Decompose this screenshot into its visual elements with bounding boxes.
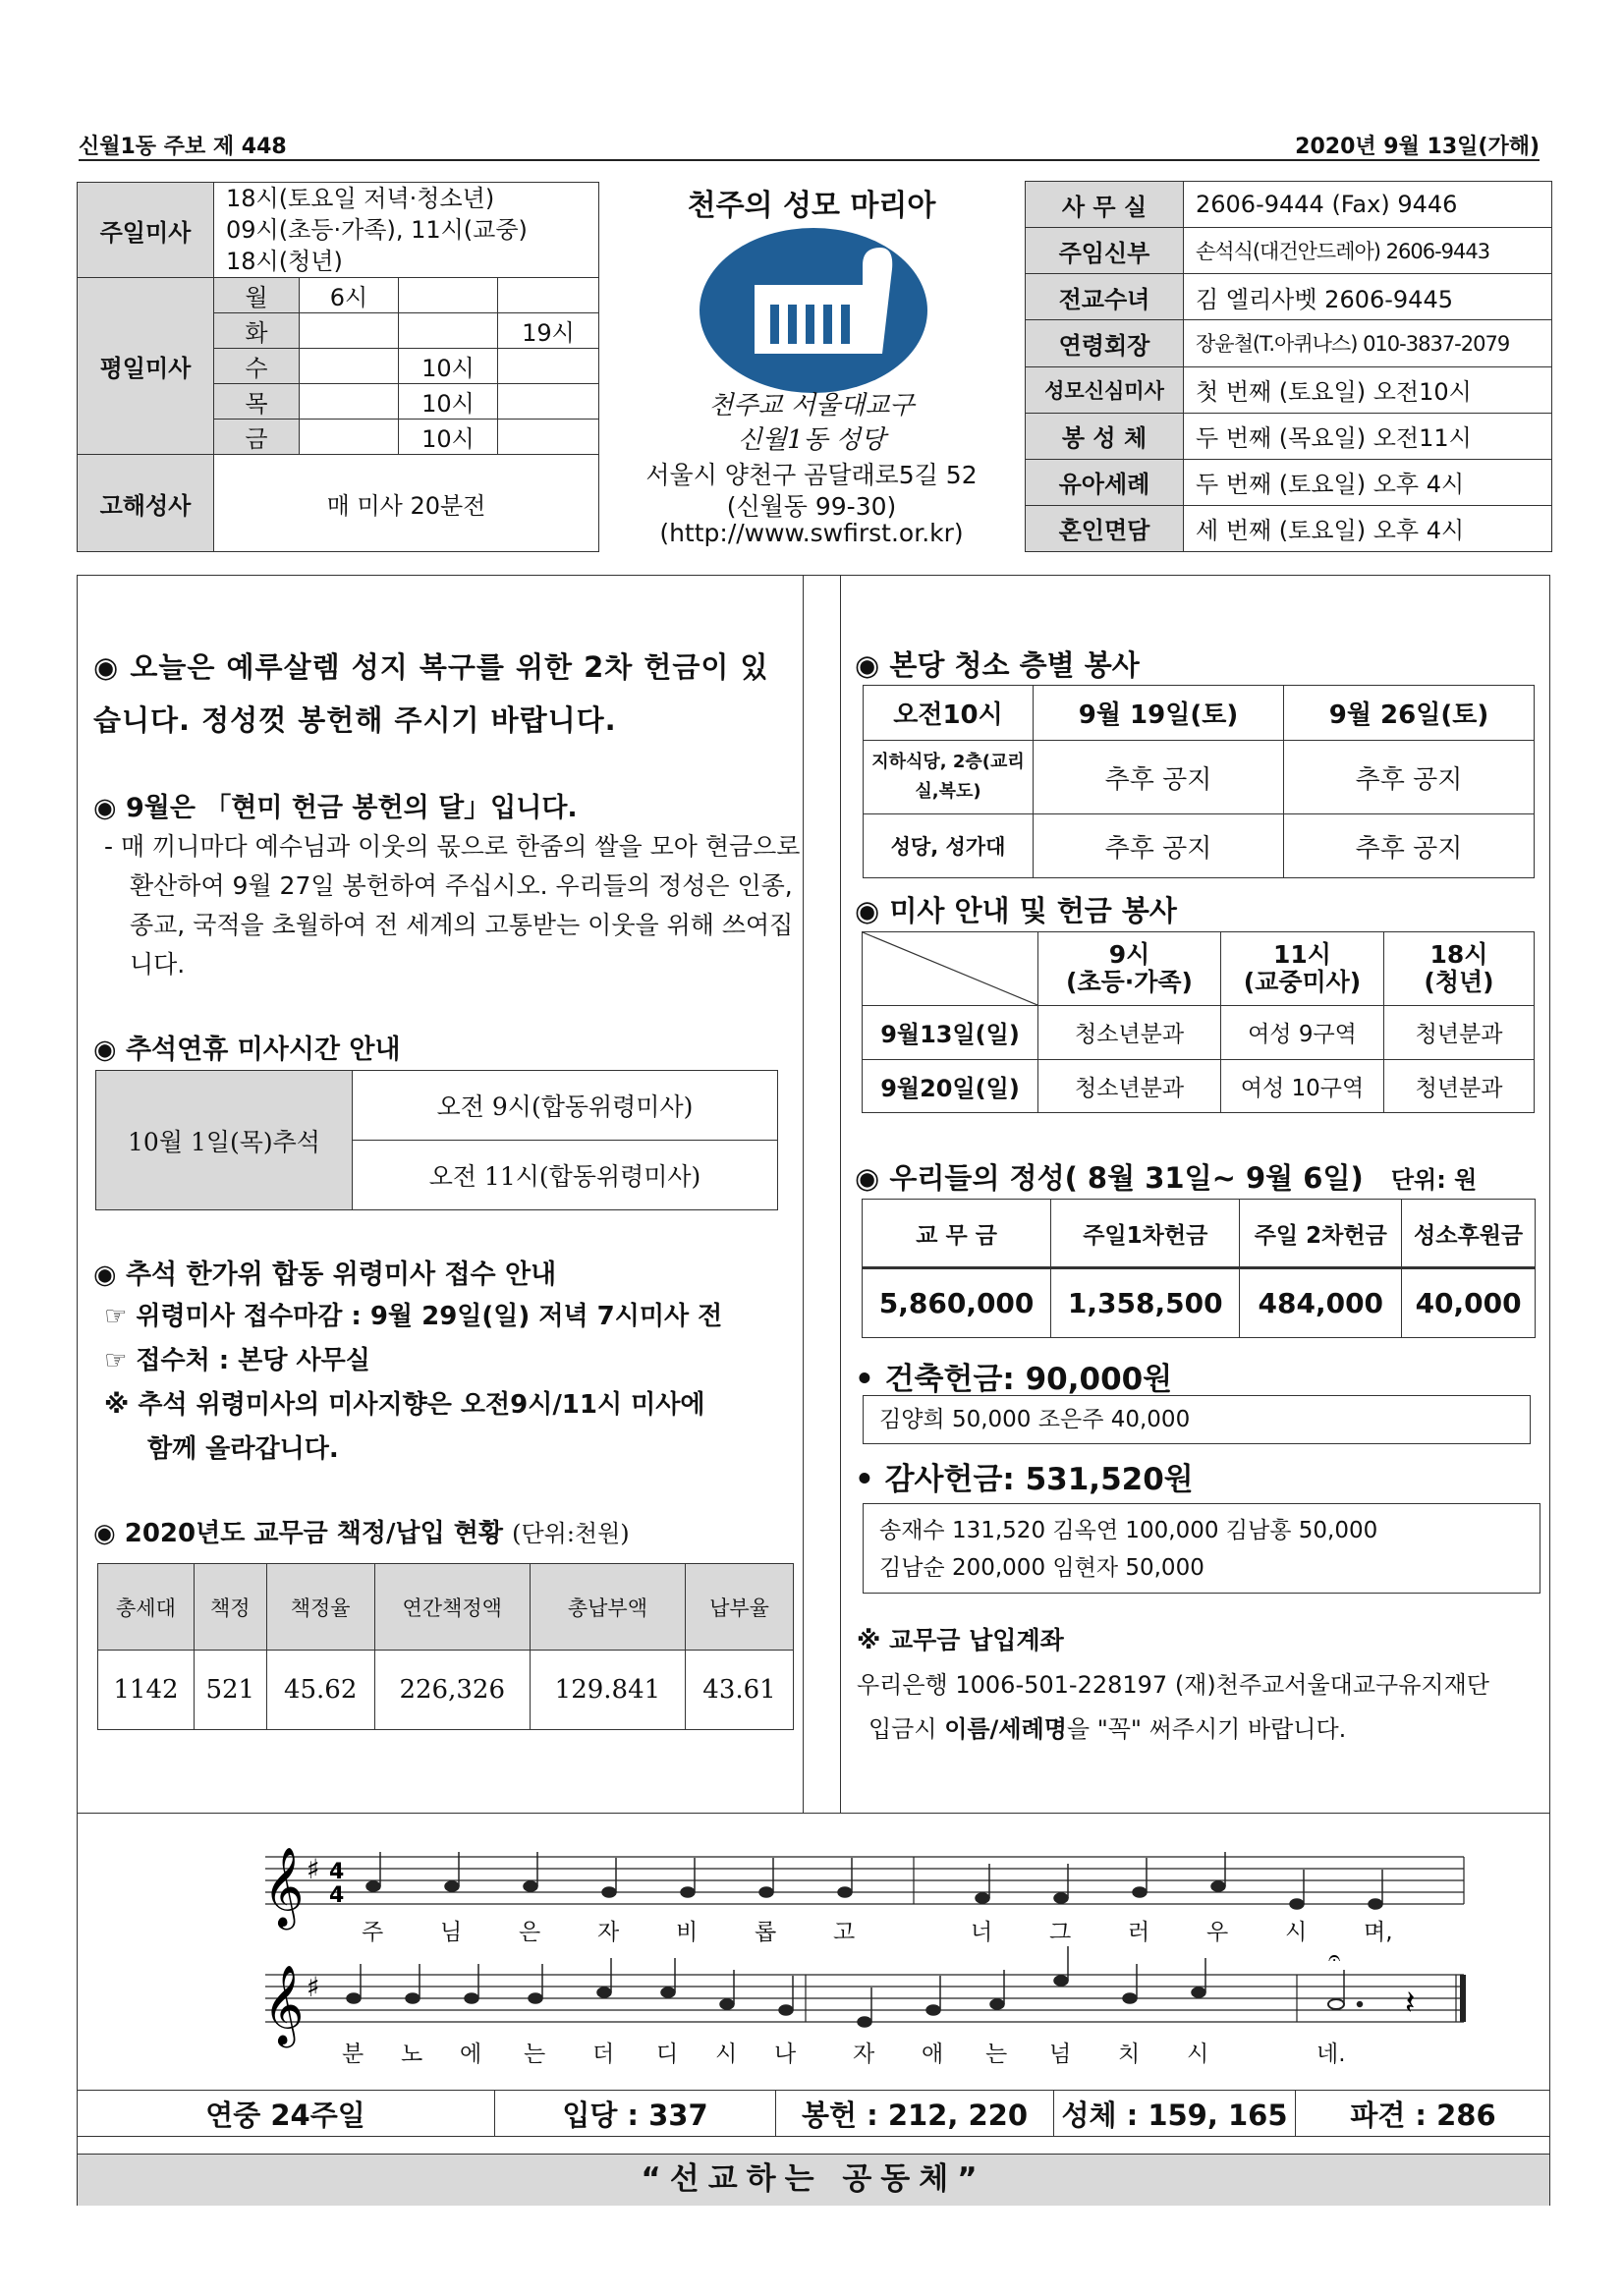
mass-schedule-table: 주일미사 18시(토요일 저녁·청소년) 09시(초등·가족), 11시(교중) 18시(청년) 평일미사 월 6시 화 19시 수 10시 목 10시 금 10시 고해성사 매 미사 20분전 [77,182,599,552]
sunday-mass-label: 주일미사 [78,183,214,278]
contact-table: 사 무 실 2606-9444 (Fax) 9446 주임신부 손석식(대건안드레아) 2606-9443 전교수녀 김 엘리사벳 2606-9445 연령회장 장윤철(T.아퀴나스) 010-3837-2079 성모신심미사 첫 번째 (토요일) 오전10시 봉 성 체 두 번째 (목요일) 오전11시 유아세례 두 번째 (토요일) 오후 4시 혼인면담 세 번째 (토요일) 오후 4시 [1025,181,1552,552]
svg-text:4: 4 [329,1883,345,1908]
staff-lines-1 [265,1857,1464,1904]
cleaning-service-title: ◉ 본당 청소 층별 봉사 [855,648,1140,682]
final-barline [1460,1975,1466,2022]
account-title: ※ 교무금 납입계좌 [857,1626,1064,1654]
time-signature: 4 [329,1860,345,1884]
column-divider-right [840,575,841,1813]
bulletin-number: 신월1동 주보 제 448 [79,135,287,159]
music-divider [77,1813,1550,1814]
header-divider [79,159,1540,161]
staff-lines-2 [265,1975,1464,2022]
hymn-numbers-table [77,2090,1550,2137]
fermata-icon: 𝄐 [1328,1946,1341,1971]
column-divider-left [803,575,804,1813]
hymn-offertory: 봉헌 : 212, 220 [776,2091,1054,2137]
weekday-mass-label: 평일미사 [78,278,214,455]
parish-website[interactable]: (http://www.swfirst.or.kr) [659,519,964,547]
parish-address: 서울시 양천구 곰달래로5길 52 [645,461,978,489]
dues-status-table: 총세대 책정 책정율 연간책정액 총납부액 납부율 1142 521 45.62 226,326 129.841 43.61 [97,1563,794,1730]
memorial-mass-details: ☞ 위령미사 접수마감 : 9월 29일(일) 저녁 7시미사 전 ☞ 접수처 : 본당 사무실 ※ 추석 위령미사의 미사지향은 오전9시/11시 미사에 함께 올라갑니다. [104,1302,723,1464]
hymn-dismissal: 파견 : 286 [1296,2091,1551,2137]
building-fund-donors: 김양희 50,000 조은주 40,000 [863,1395,1531,1444]
treble-clef-icon: 𝄞 [263,1964,305,2044]
hymn-entrance: 입당 : 337 [495,2091,776,2137]
mass-guide-table: 9시 (초등·가족) 11시 (교중미사) 18시 (청년) 9월13일(일) 청소년분과 여성 9구역 청년분과 9월20일(일) 청소년분과 여성 10구역 청년분과 [862,931,1535,1113]
diagonal-header-cell [863,932,1038,1006]
offering-table: 교 무 금 주일1차헌금 주일 2차헌금 성소후원금 5,860,000 1,358,500 484,000 40,000 [862,1199,1536,1338]
chuseok-mass-title: ◉ 추석연휴 미사시간 안내 [93,1035,401,1065]
parish-seal-line1: 천주교 서울대교구 [708,391,915,420]
parish-motto: “선교하는 공동체” [78,2154,1549,2206]
weekday-day: 월 [214,278,300,313]
offering-title: ◉ 우리들의 정성( 8월 31일~ 9월 6일) 단위: 원 [855,1161,1478,1195]
chuseok-mass-11: 오전 11시(합동위령미사) [353,1141,778,1210]
thanks-offering-title: • 감사헌금: 531,520원 [855,1462,1194,1497]
mass-guide-title: ◉ 미사 안내 및 헌금 봉사 [855,894,1177,927]
parish-title: 천주의 성모 마리아 [687,189,936,223]
confession-value: 매 미사 20분전 [214,455,599,552]
bulletin-date: 2020년 9월 13일(가해) [1295,135,1540,159]
sharp-icon: ♯ [307,1853,320,1885]
account-instruction: 입금시 이름/세례명을 "꼭" 써주시기 바랍니다. [868,1715,1347,1743]
parish-seal-line2: 신월1동 성당 [737,425,886,455]
sharp-icon: ♯ [307,1971,320,2003]
weekday-day: 금 [214,420,300,455]
account-number: 우리은행 1006-501-228197 (재)천주교서울대교구유지재단 [857,1671,1489,1699]
chuseok-date: 10월 1일(목)추석 [96,1071,353,1210]
weekday-day: 목 [214,384,300,420]
cleaning-service-table: 오전10시 9월 19일(토) 9월 26일(토) 지하식당, 2층(교리실,복도) 추후 공지 추후 공지 성당, 성가대 추후 공지 추후 공지 [863,685,1535,878]
chuseok-mass-9: 오전 9시(합동위령미사) [353,1071,778,1141]
memorial-mass-title: ◉ 추석 한가위 합동 위령미사 접수 안내 [93,1260,557,1290]
hymn-communion: 성체 : 159, 165 [1054,2091,1296,2137]
notice-rice-month-title: ◉ 9월은 「현미 헌금 봉헌의 달」입니다. [93,793,578,823]
weekday-day: 화 [214,313,300,349]
parish-address-sub: (신월동 99-30) [726,492,897,521]
notice-rice-month-body: - 매 끼니마다 예수님과 이웃의 몫으로 한줌의 쌀을 모아 현금으로 환산하여 9월 27일 봉헌하여 주십시오. 우리들의 정성은 인종, 종교, 국적을 초월하여 전 세계의 고통받는 이웃을 위해 쓰여집니다. [104,832,801,979]
dues-status-title: ◉ 2020년도 교무금 책정/납입 현황 (단위:천원) [93,1519,630,1548]
treble-clef-icon: 𝄞 [263,1846,305,1927]
diagonal-line-icon [863,932,1037,1005]
liturgical-week: 연중 24주일 [77,2091,495,2137]
sunday-mass-times: 18시(토요일 저녁·청소년) 09시(초등·가족), 11시(교중) 18시(청년) [214,183,599,278]
rest-icon: 𝄽 [1405,1984,1416,2023]
chuseok-mass-table [95,1070,778,1210]
thanks-offering-donors: 송재수 131,520 김옥연 100,000 김남홍 50,000 김남순 200,000 임현자 50,000 [863,1503,1540,1594]
building-fund-title: • 건축헌금: 90,000원 [855,1362,1173,1397]
notice-second-collection: ◉ 오늘은 예루살렘 성지 복구를 위한 2차 헌금이 있습니다. 정성껏 봉헌해 주시기 바랍니다. [93,650,769,737]
confession-label: 고해성사 [78,455,214,552]
parish-logo-icon [696,226,931,395]
weekday-day: 수 [214,349,300,384]
